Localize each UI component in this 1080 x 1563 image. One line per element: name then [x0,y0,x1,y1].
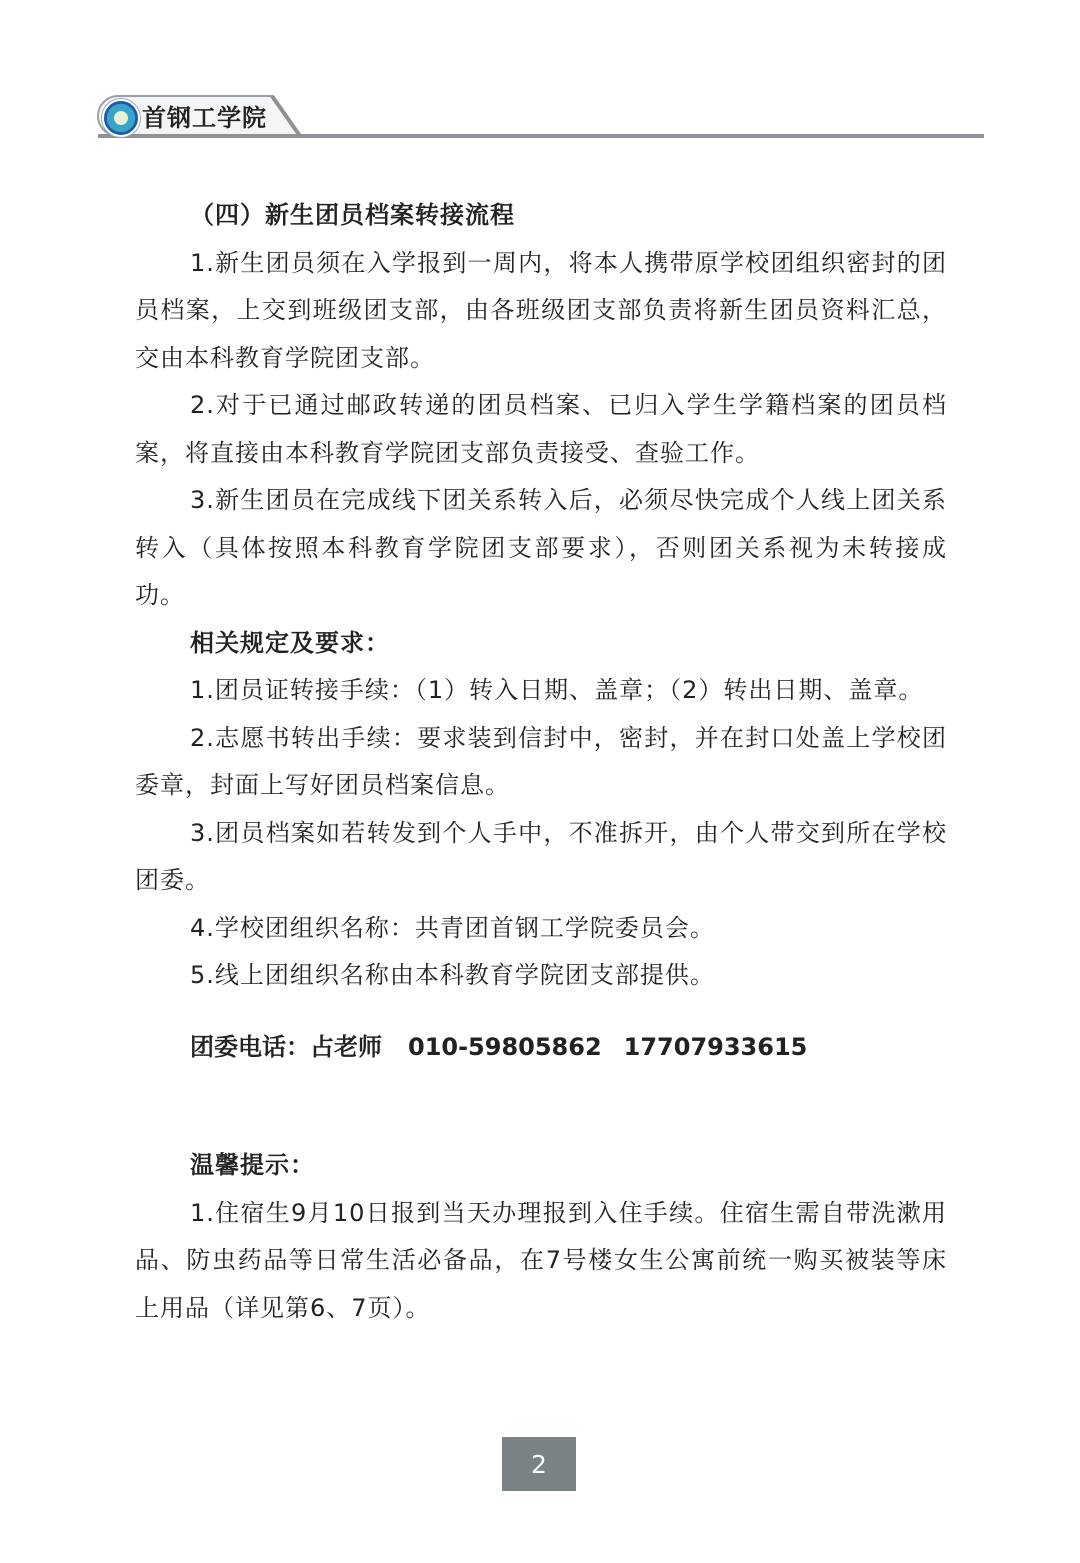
rule-item-3: 3.团员档案如若转发到个人手中，不准拆开，由个人带交到所在学校团委。 [135,818,947,894]
phone-landline: 010-59805862 [408,1032,602,1061]
spacer [135,1095,947,1142]
rule-item-1: 1.团员证转接手续：（1）转入日期、盖章；（2）转出日期、盖章。 [190,676,924,704]
rule-item-4: 4.学校团组织名称：共青团首钢工学院委员会。 [190,913,715,942]
page-header [0,0,1080,150]
section-heading: （四）新生团员档案转接流程 [190,201,515,229]
school-name: 首钢工学院 [142,103,267,132]
contact-line [135,1024,947,1072]
rule-item-5: 5.线上团组织名称由本科教育学院团支部提供。 [190,961,715,989]
page-number: 2 [502,1437,576,1491]
tip-item-1: 1.住宿生9月10日报到当天办理报到入住手续。住宿生需自带洗漱用品、防虫药品等日常生活必备品，在7号楼女生公寓前统一购买被装等床上用品（详见第6、7页）。 [135,1198,947,1322]
document-body [135,192,947,1332]
tips-heading: 温馨提示： [190,1151,315,1179]
section-paragraph-2: 2.对于已通过邮政转递的团员档案、已归入学生学籍档案的团员档案，将直接由本科教育学院团支部负责接受、查验工作。 [135,391,947,467]
phone-mobile: 17707933615 [623,1032,808,1061]
rule-item-2: 2.志愿书转出手续：要求装到信封中，密封，并在封口处盖上学校团委章，封面上写好团员档案信息。 [135,723,947,799]
rules-heading: 相关规定及要求： [190,628,390,657]
section-paragraph-1: 1.新生团员须在入学报到一周内，将本人携带原学校团组织密封的团员档案，上交到班级团支部，由各班级团支部负责将新生团员资料汇总，交由本科教育学院团支部。 [135,248,947,372]
section-paragraph-3: 3.新生团员在完成线下团关系转入后，必须尽快完成个人线上团关系转入（具体按照本科教育学院团支部要求），否则团关系视为未转接成功。 [135,486,947,609]
contact-label: 团委电话：占老师 [190,1032,382,1061]
school-emblem-icon [102,99,140,137]
